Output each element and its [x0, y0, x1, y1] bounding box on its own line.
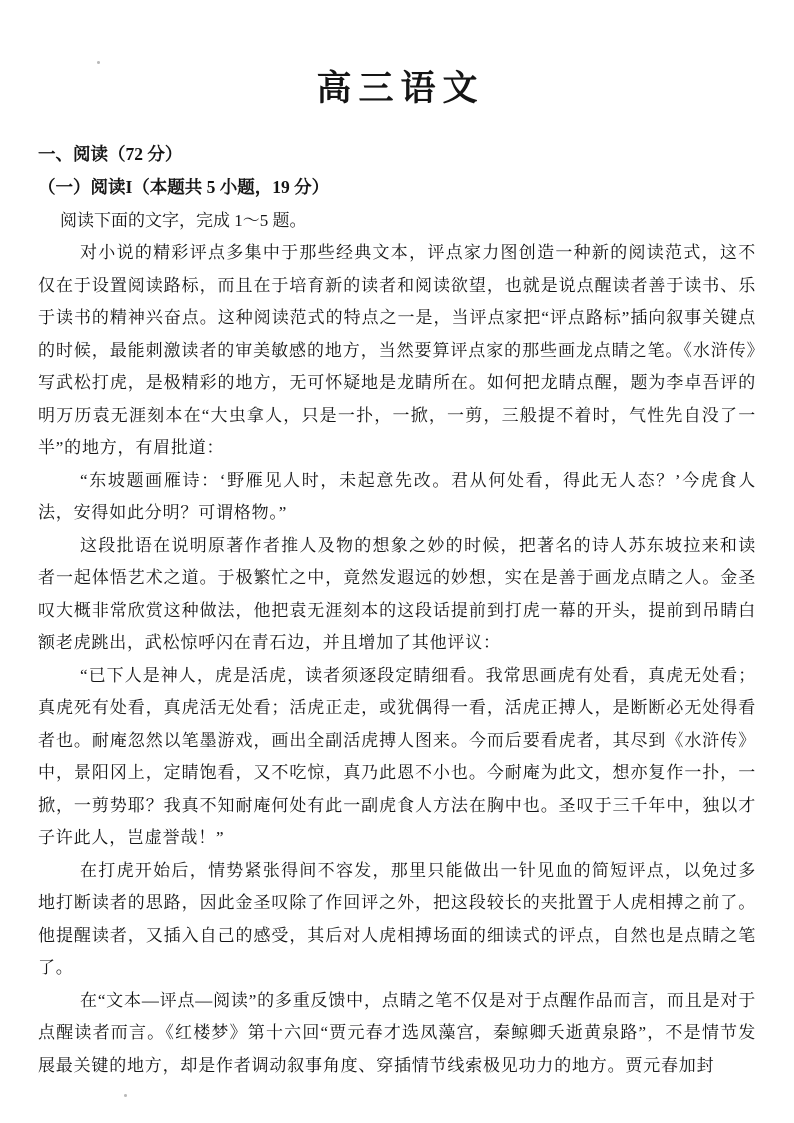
- page-title: 高三语文: [316, 69, 485, 108]
- scan-speck: [124, 1094, 127, 1097]
- body-paragraph: 在“文本—评点—阅读”的多重反馈中，点睛之笔不仅是对于点醒作品而言，而且是对于点醒读者而言。《红楼梦》第十六回“贾元春才选凤藻宫，秦鲸卿夭逝黄泉路”，不是情节发展最关键的地方，却是作者调动叙事角度、穿插情节线索极见功力的地方。贾元春加封: [38, 990, 756, 1075]
- body-paragraph-quote: “已下人是神人，虎是活虎，读者须逐段定睛细看。我常思画虎有处看，真虎无处看；真虎死有处看，真虎活无处看；活虎正走，或犹偶得一看，活虎正搏人，是断断必无处得看者也。耐庵忽然以笔墨游戏，画出全副活虎搏人图来。今而后要看虎者，其尽到《水浒传》中，景阳冈上，定睛饱看，又不吃惊，真乃此恩不小也。今耐庵为此文，想亦复作一扑，一掀，一剪势耶？我真不知耐庵何处有此一副虎食人方法在胸中也。圣叹于三千年中，独以才子许此人，岂虚誉哉！”: [38, 665, 756, 847]
- subsection-heading: （一）阅读I（本题共 5 小题，19 分）: [38, 177, 330, 197]
- body-paragraph: 对小说的精彩评点多集中于那些经典文本，评点家力图创造一种新的阅读范式，这不仅在于设置阅读路标，而且在于培育新的读者和阅读欲望，也就是说点醒读者善于读书、乐于读书的精神兴奋点。这种阅读范式的特点之一是，当评点家把“评点路标”插向叙事关键点的时候，最能刺激读者的审美敏感的地方，当然要算评点家的那些画龙点睛之笔。《水浒传》写武松打虎，是极精彩的地方，无可怀疑地是龙睛所在。如何把龙睛点醒，题为李卓吾评的明万历袁无涯刻本在“大虫拿人，只是一扑，一掀，一剪，三般提不着时，气性先自没了一半”的地方，有眉批道：: [38, 243, 756, 457]
- scan-speck: [97, 61, 100, 64]
- section-heading: 一、阅读（72 分）: [38, 144, 183, 164]
- reading-instruction: 阅读下面的文字，完成 1～5 题。: [60, 211, 307, 230]
- body-paragraph: 在打虎开始后，情势紧张得间不容发，那里只能做出一针见血的简短评点，以免过多地打断读者的思路，因此金圣叹除了作回评之外，把这段较长的夹批置于人虎相搏之前了。他提醒读者，又插入自己的感受，其后对人虎相搏场面的细读式的评点，自然也是点睛之笔了。: [38, 860, 756, 977]
- body-paragraph: 这段批语在说明原著作者推人及物的想象之妙的时候，把著名的诗人苏东坡拉来和读者一起体悟艺术之道。于极繁忙之中，竟然发遐远的妙想，实在是善于画龙点睛之人。金圣叹大概非常欣赏这种做法，他把袁无涯刻本的这段话提前到打虎一幕的开头，提前到吊睛白额老虎跳出，武松惊呼闪在青石边，并且增加了其他评议：: [38, 535, 756, 652]
- body-paragraph-quote: “东坡题画雁诗：‘野雁见人时，未起意先改。君从何处看，得此无人态？’今虎食人法，安得如此分明？可谓格物。”: [38, 470, 756, 522]
